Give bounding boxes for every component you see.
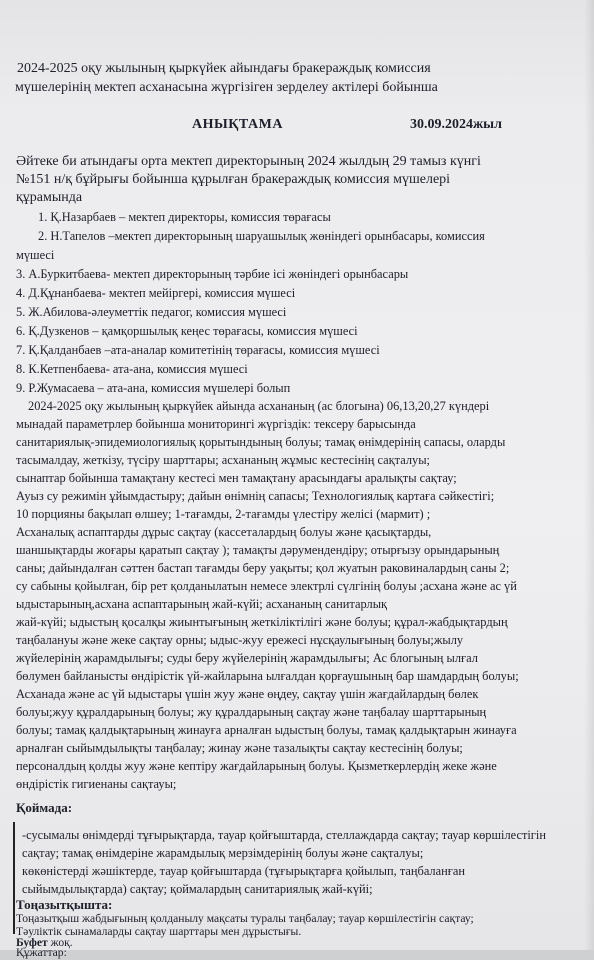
storage-line-2: сақтау; тамақ өнімдерiне жарамдылық мерзімдерінің болуы және сақталуы; bbox=[22, 846, 424, 860]
intro-line-3: құрамында bbox=[16, 190, 83, 205]
body-line-19: болуы; тамақ қалдықтарының жинауға арналған ыдыстың болуы, тамақ қалдықтарын жинауға bbox=[16, 723, 517, 737]
member-7: 7. Қ.Қалданбаев –ата-аналар комитетінің төрағасы, комиссия мүшесі bbox=[16, 343, 380, 357]
page-edge-shadow bbox=[584, 0, 594, 950]
storage-margin-bar bbox=[13, 822, 15, 934]
fridge-line-2: Тәуліктік сынамаларды сақтау шарттары мен дұрыстығы. bbox=[16, 925, 302, 938]
member-2-cont: мүшесі bbox=[16, 248, 55, 262]
body-line-16: бөлумен байланысты өндірістік үй-жайларына ылғалдан қорғаушының бар шамдардың болуы; bbox=[16, 669, 519, 683]
body-line-7: 10 порцияны бақылап өлшеу; 1-тағамды, 2-тағамды үлестіру желісі (мармит) ; bbox=[16, 507, 431, 521]
buffet-label: Буфет bbox=[16, 936, 48, 949]
header-line-1: 2024-2025 оқу жылының қыркүйек айындағы бракераждық комиссия bbox=[17, 61, 431, 76]
storage-line-1: -сусымалы өнімдерді тұғырықтарда, тауар қойғыштарда, стеллаждарда сақтау; тауар көршілестігін bbox=[22, 828, 546, 842]
body-line-6: Ауыз су режимін ұйымдастыру; дайын өнімнің сапасы; Технологиялық картаға сәйкестігі; bbox=[16, 489, 495, 503]
member-2: 2. Н.Тапелов –мектеп директорының шаруашылық жөніндегі орынбасары, комиссия bbox=[38, 229, 485, 243]
member-4: 4. Д.Құнанбаева- мектеп мейіргері, комиссия мүшесі bbox=[16, 286, 296, 300]
body-line-10: саны; дайындалған сәттен бастап тағамды беру уақыты; қол жуатын раковиналардың саны 2; bbox=[16, 561, 510, 575]
storage-line-4: сыйымдылықтарда) сақтау; қоймалардың санитариялық жай-күйі; bbox=[22, 882, 373, 896]
body-line-9: шаншықтарды жоғары қаратып сақтау ); тамақты дәрумендендіру; отырғызу орындарының bbox=[16, 543, 500, 557]
body-line-20: арналған сыйымдылықты таңбалау; жинау және тазалықты сақтау кестесінің болуы; bbox=[16, 741, 463, 755]
document-title: АНЫҚТАМА bbox=[192, 117, 283, 132]
body-line-18: болуы;жуу құралдарының болуы; жу құралдарының сақтау және таңбалау шарттарының bbox=[16, 705, 487, 719]
member-6: 6. Қ.Дузкенов – қамқоршылық кеңес төрағасы, комиссия мүшесі bbox=[16, 324, 358, 338]
body-line-2: мынадай параметрлер бойынша мониторингі жүргіздік: тексеру барысында bbox=[16, 417, 416, 431]
body-line-4: тасымалдау, жеткізу, түсіру шарттары; асхананың жұмыс кестесінің сақталуы; bbox=[16, 453, 430, 467]
body-line-11: су сабыны қойылған, бір рет қолданылатын немесе электрлі сүлгінің болуы ;асхана және ас үй bbox=[16, 579, 517, 593]
intro-line-2: №151 н/қ бұйрығы бойынша құрылған бракераждық комиссия мүшелері bbox=[16, 172, 451, 187]
body-line-12: ыдыстарының,асхана аспаптарының жай-күйі; асхананың санитарлық bbox=[16, 597, 388, 611]
body-line-1: 2024-2025 оқу жылының қыркүйек айында асхананың (ас блогына) 06,13,20,27 күндері bbox=[28, 399, 490, 413]
body-line-5: сынаптар бойынша тамақтану кестесі мен тамақтану арасындағы аралықты сақтау; bbox=[16, 471, 457, 485]
body-line-22: өндірістік гигиенаны сақтауы; bbox=[16, 777, 177, 791]
storage-line-3: көкөністерді жәшіктерде, тауар қойғыштарда (тұғырықтарға қойылып, таңбаланған bbox=[22, 864, 465, 878]
buffet-value: жоқ. bbox=[47, 936, 73, 949]
body-line-3: санитариялық-эпидемиологиялық қорытындының болуы; тамақ өнімдерінің сапасы, оларды bbox=[16, 435, 506, 449]
body-line-17: Асханада және ас үй ыдыстары үшін жуу және өңдеу, сақтау үшін жағдайлардың бөлек bbox=[16, 687, 479, 701]
body-line-8: Асханалық аспаптарды дұрыс сақтау (кассеталардың болуы және қасықтарды, bbox=[16, 525, 432, 539]
body-line-15: жүйелерінің жарамдылығы; суды беру жүйелерінің жарамдылығы; Ас блогының ылғал bbox=[16, 651, 478, 665]
member-1: 1. Қ.Назарбаев – мектеп директоры, комиссия төрағасы bbox=[38, 210, 331, 224]
storage-heading: Қоймада: bbox=[16, 800, 73, 815]
intro-line-1: Әйтеке би атындағы орта мектеп директорының 2024 жылдың 29 тамыз күнгі bbox=[16, 154, 481, 169]
fridge-line-1: Тоңазытқыш жабдығының қолданылу мақсаты туралы таңбалау; тауар көршілестігін сақтау; bbox=[16, 912, 474, 925]
body-line-14: таңбалануы және жеке сақтау орны; ыдыс-жуу ережесі нұсқаулығының болуы;жылу bbox=[16, 633, 464, 647]
member-9: 9. Р.Жумасаева – ата-ана, комиссия мүшелері болып bbox=[16, 381, 291, 395]
body-line-13: жай-күйі; ыдыстың қосалқы жиынтығының жеткіліктілігі және болуы; құрал-жабдықтардың bbox=[16, 615, 508, 629]
document-date: 30.09.2024жыл bbox=[410, 117, 502, 132]
documents-label: Құжаттар: bbox=[16, 946, 67, 959]
header-line-2: мүшелерінің мектеп асханасына жүргізіген зерделеу актілері бойынша bbox=[15, 80, 438, 95]
member-8: 8. К.Кетпенбаева- ата-ана, комиссия мүшесі bbox=[16, 362, 248, 376]
body-line-21: персоналдың қолды жуу және кептіру жағдайларының болуы. Қызметкерлердің жеке және bbox=[16, 759, 497, 773]
member-3: 3. А.Буркитбаева- мектеп директорының тәрбие ісі жөніндегі орынбасары bbox=[16, 267, 409, 281]
member-5: 5. Ж.Абилова-әлеуметтік педагог, комиссия мүшесі bbox=[16, 305, 287, 319]
fridge-heading: Тоңазытқышта: bbox=[16, 897, 113, 912]
